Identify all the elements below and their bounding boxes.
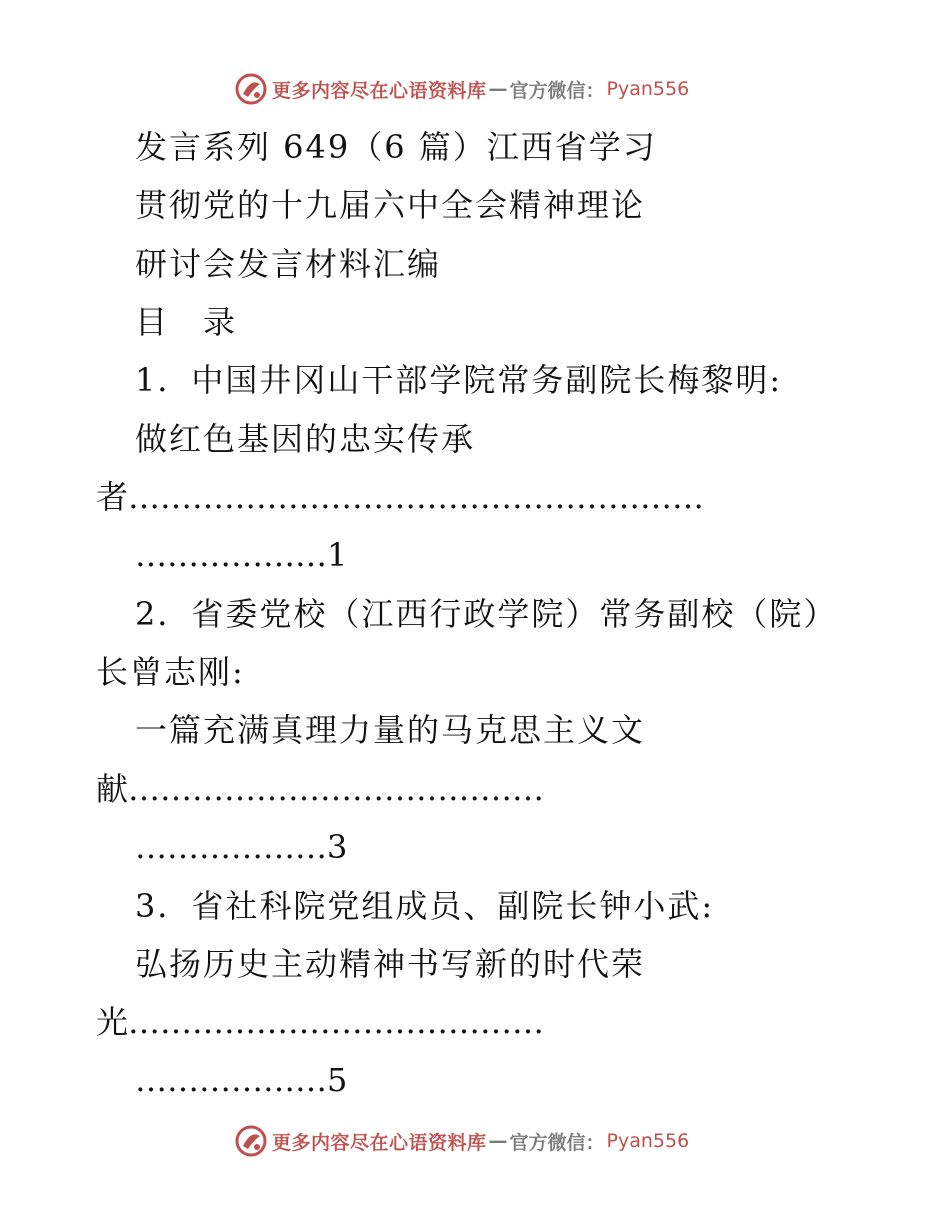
- watermark-account: Pyan556: [606, 78, 690, 100]
- toc-entry-3-title: 弘扬历史主动精神书写新的时代荣: [135, 945, 646, 983]
- watermark-account: Pyan556: [606, 1130, 690, 1152]
- watermark-banner-top: [234, 72, 689, 106]
- toc-entry-1-leader: 者………………………………………………: [96, 478, 705, 516]
- watermark-banner-bottom: [234, 1124, 689, 1158]
- toc-entry-1-page: ………………1: [135, 536, 348, 574]
- watermark-official-label: 官方微信：: [509, 79, 605, 102]
- toc-entry-2-title: 一篇充满真理力量的马克思主义文: [135, 711, 646, 749]
- toc-entry-2-header: 2．省委党校（江西行政学院）常务副校（院）: [135, 595, 838, 633]
- doc-title-line-2: 贯彻党的十九届六中全会精神理论: [135, 186, 646, 224]
- toc-entry-2-page: ………………3: [135, 828, 348, 866]
- doc-title-line-1: 发言系列 649（6 篇）江西省学习: [135, 128, 657, 166]
- brand-logo-icon: [234, 72, 268, 106]
- toc-entry-2-header-cont: 长曾志刚:: [96, 653, 245, 691]
- toc-entry-1-title: 做红色基因的忠实传承: [135, 420, 476, 458]
- toc-entry-2-leader: 献…………………………………: [96, 770, 545, 808]
- brand-logo-icon: [234, 1124, 268, 1158]
- toc-entry-1-header: 1．中国井冈山干部学院常务副院长梅黎明:: [135, 361, 783, 399]
- watermark-site-text: 更多内容尽在心语资料库: [272, 79, 487, 102]
- watermark-separator: —: [488, 1130, 508, 1152]
- toc-entry-3-header: 3．省社科院党组成员、副院长钟小武:: [135, 887, 715, 925]
- toc-heading: 目 录: [135, 303, 238, 341]
- watermark-official-label: 官方微信：: [509, 1131, 605, 1154]
- toc-entry-3-leader: 光…………………………………: [96, 1003, 545, 1041]
- watermark-separator: —: [488, 78, 508, 100]
- doc-title-line-3: 研讨会发言材料汇编: [135, 245, 442, 283]
- toc-entry-3-page: ………………5: [135, 1061, 348, 1099]
- watermark-site-text: 更多内容尽在心语资料库: [272, 1131, 487, 1154]
